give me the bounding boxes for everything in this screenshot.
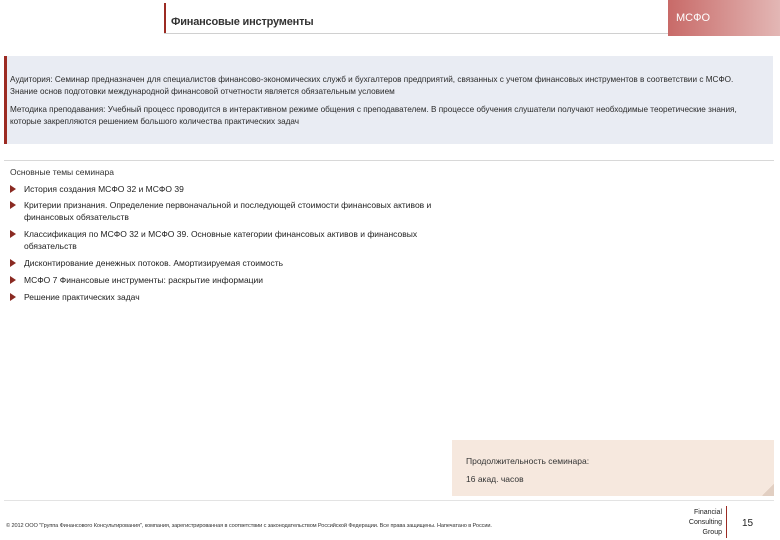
- bullet-arrow-icon: [10, 201, 16, 209]
- logo-accent-bar: [726, 506, 727, 538]
- page-curl-corner: [762, 484, 774, 496]
- list-item: [10, 274, 450, 286]
- section-tag: МСФО: [676, 12, 711, 24]
- list-item: [10, 257, 450, 269]
- company-line-3: Group: [702, 529, 722, 536]
- duration-value: 16 акад. часов: [466, 474, 524, 484]
- topics-heading: Основные темы семинара: [10, 167, 114, 177]
- page-title: Финансовые инструменты: [171, 16, 314, 28]
- method-text: Методика преподавания: Учебный процесс проводится в интерактивном режиме общения с преподавателем. В процессе обучения слушатели получают необходимые теоретические знания, которые закрепляются решением большого количества практических задач: [10, 105, 737, 126]
- list-item-text: Критерии признания. Определение первоначальной и последующей стоимости финансовых активов и финансовых обязательств: [24, 200, 432, 222]
- bullet-arrow-icon: [10, 276, 16, 284]
- list-item-text: История создания МСФО 32 и МСФО 39: [24, 184, 184, 194]
- list-item: [10, 199, 450, 223]
- list-item-text: Классификация по МСФО 32 и МСФО 39. Основные категории финансовых активов и финансовых обязательств: [24, 229, 418, 251]
- bullet-arrow-icon: [10, 230, 16, 238]
- list-item: [10, 291, 450, 303]
- bullet-arrow-icon: [10, 185, 16, 193]
- list-item: [10, 183, 450, 195]
- duration-label: Продолжительность семинара:: [466, 456, 590, 466]
- header-divider: [164, 33, 668, 34]
- footer-divider: [4, 500, 774, 501]
- bullet-arrow-icon: [10, 293, 16, 301]
- bullet-arrow-icon: [10, 259, 16, 267]
- copyright-text: © 2012 ООО "Группа Финансового Консультирования", компания, зарегистрированная в соответствии с законодательством Российской Федерации. Все права защищены. Напечатано в России.: [6, 523, 492, 529]
- company-line-1: Financial: [693, 509, 722, 516]
- list-item-text: МСФО 7 Финансовые инструменты: раскрытие информации: [24, 275, 264, 285]
- list-item-text: Решение практических задач: [24, 292, 140, 302]
- company-line-2: Consulting: [688, 519, 722, 526]
- list-item: [10, 228, 450, 252]
- title-accent-bar: [164, 3, 166, 33]
- page-number: 15: [742, 518, 754, 529]
- audience-text: Аудитория: Семинар предназначен для специалистов финансово-экономических служб и бухгалтеров предприятий, связанных с учетом финансовых инструментов в соответствии с МСФО. Знание основ подготовки международной финансовой отчетности является обязательным условием: [10, 75, 734, 96]
- company-logo-text: [670, 508, 722, 538]
- info-box: [4, 56, 773, 144]
- duration-box: [452, 440, 774, 496]
- list-item-text: Дисконтирование денежных потоков. Амортизируемая стоимость: [24, 258, 284, 268]
- topics-divider: [4, 160, 774, 161]
